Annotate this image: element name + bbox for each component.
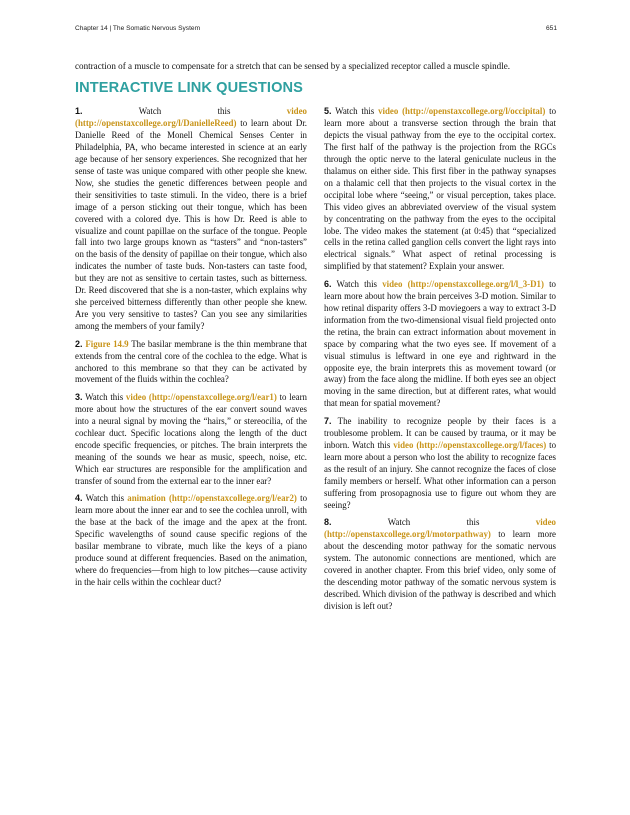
- question-2: [75, 339, 307, 387]
- video-link[interactable]: video (http://openstaxcollege.org/l/faces): [393, 439, 547, 450]
- page-number: 651: [545, 25, 557, 32]
- question-number: 8.: [324, 516, 332, 527]
- question-text-pre: The inability to recognize people by their faces is a troublesome problem. It can be caused by trauma, or it may be inborn. Watch this: [324, 415, 556, 450]
- figure-link[interactable]: Figure 14.9: [85, 338, 129, 349]
- question-8: [324, 517, 556, 613]
- question-text: to learn more about the inner ear and to see the cochlea unroll, with the base at the back of the image and the apex at the front. Specific wavelengths of sound cause specific regions of the basilar membrane to vibrate, much like the keys of a piano produce sound at different frequencies. Based on the animation, where do frequencies—from high to low pitches—cause activity in the hair cells within the cochlear duct?: [75, 493, 308, 587]
- question-text: to learn about Dr. Danielle Reed of the Monell Chemical Senses Center in Philadelphia, PA, who became interested in science at an early age because of her sensory experiences. She recognized that her sense of taste was unique compared with other people she knew. Now, she studies the genetic differences between people and their sensitivities to taste stimuli. In the video, there is a brief image of a person sticking out their tongue, which has been covered with a colored dye. This is how Dr. Reed is able to visualize and count papillae on the surface of the tongue. People fall into two large groups known as “tasters” and “non-tasters” on the basis of the density of papillae on their tongue, which also indicates the number of taste buds. Non-tasters can taste food, but they are not as sensitive to certain tastes, such as bitterness. Dr. Reed discovered that she is a non-taster, which explains why she perceived bitterness differently than other people she knew. Are you very sensitive to tastes? Can you see any similarities among the members of your family?: [75, 117, 307, 332]
- question-number: 4.: [75, 493, 83, 504]
- question-text: to learn more about the descending motor pathway for the somatic nervous system. The autonomic connections are mentioned, which are covered in another chapter. From this brief video, only some of the descending motor pathway of the somatic nervous system is described. Which division of the pathway is described and which division is left out?: [324, 528, 556, 611]
- question-text-pre: Watch this: [138, 106, 287, 116]
- question-text-pre: Watch this: [336, 278, 383, 289]
- video-link[interactable]: video (http://openstaxcollege.org/l/motorpathway): [324, 516, 556, 539]
- question-number: 6.: [324, 278, 332, 289]
- page-header: [75, 25, 557, 32]
- question-text-pre: Watch this: [335, 106, 379, 116]
- question-6: [324, 279, 556, 410]
- question-number: 2.: [75, 338, 83, 349]
- question-5: [324, 106, 556, 273]
- intro-paragraph: contraction of a muscle to compensate for a stretch that can be sensed by a specialized receptor called a muscle spindle.: [75, 61, 511, 71]
- section-title: INTERACTIVE LINK QUESTIONS: [75, 80, 304, 96]
- chapter-title: Chapter 14 | The Somatic Nervous System: [75, 25, 201, 32]
- right-column: [324, 106, 556, 618]
- question-3: [75, 392, 307, 488]
- animation-link[interactable]: animation (http://openstaxcollege.org/l/ear2): [127, 493, 297, 504]
- question-text-pre: Watch this: [85, 493, 128, 504]
- video-link[interactable]: video (http://openstaxcollege.org/l/ear1): [125, 391, 277, 402]
- left-column: [75, 106, 307, 594]
- question-text-pre: Watch this: [85, 391, 126, 402]
- question-4: [75, 493, 307, 589]
- question-text: to learn more about a person who lost the ability to recognize faces as the result of an injury. She cannot recognize the faces of close family members or herself. What other information can a person suffering from prosopagnosia use to figure out whom they are seeing?: [324, 439, 557, 510]
- question-text: to learn more about how the structures of the ear convert sound waves into a neural signal by moving the “hairs,” or stereocilia, of the cochlear duct. Specific locations along the length of the duct encode specific frequencies, or pitches. The brain interprets the meaning of the sounds we hear as music, speech, noise, etc. Which ear structures are responsible for the amplification and transfer of sound from the external ear to the inner ear?: [75, 391, 307, 486]
- question-7: [324, 416, 556, 512]
- question-text: The basilar membrane is the thin membrane that extends from the central core of the cochlea to the edge. What is anchored to this membrane so that they can be activated by movement of the fluids within the cochlea?: [75, 338, 307, 385]
- question-1: [75, 106, 307, 333]
- question-text: to learn more about a transverse section through the brain that depicts the visual pathway from the eye to the occipital cortex. The first half of the pathway is the projection from the RGCs through the optic nerve to the lateral geniculate nucleus in the thalamus on either side. This first fiber in the pathway synapses on a thalamic cell that then projects to the visual cortex in the occipital lobe where “seeing,” or visual perception, takes place. This video gives an abbreviated overview of the visual system by concentrating on the pathway from the eyes to the occipital lobe. The video makes the statement (at 0:45) that “specialized cells in the retina called ganglion cells convert the light rays into electrical signals.” What aspect of retinal processing is simplified by that statement? Explain your answer.: [324, 106, 557, 272]
- question-text-pre: Watch this: [387, 516, 536, 527]
- question-number: 1.: [75, 106, 83, 116]
- video-link[interactable]: video (http://openstaxcollege.org/l/DanielleReed): [75, 106, 307, 128]
- question-number: 5.: [324, 106, 332, 116]
- question-text: to learn more about how the brain perceives 3-D motion. Similar to how retinal disparity offers 3-D moviegoers a way to extract 3-D information from the two-dimensional visual field projected onto the retina, the brain can extract information about movement in space by comparing what the two eyes see. If movement of a visual stimulus is leftward in one eye and rightward in the opposite eye, the brain interprets this as movement toward (or away) from the face along the midline. If both eyes see an object moving in the same direction, but at different rates, what would that mean for spatial movement?: [324, 278, 556, 409]
- video-link[interactable]: video (http://openstaxcollege.org/l/occipital): [378, 106, 546, 116]
- question-number: 3.: [75, 391, 83, 402]
- question-number: 7.: [324, 415, 332, 426]
- video-link[interactable]: video (http://openstaxcollege.org/l/l_3-D1): [382, 278, 544, 289]
